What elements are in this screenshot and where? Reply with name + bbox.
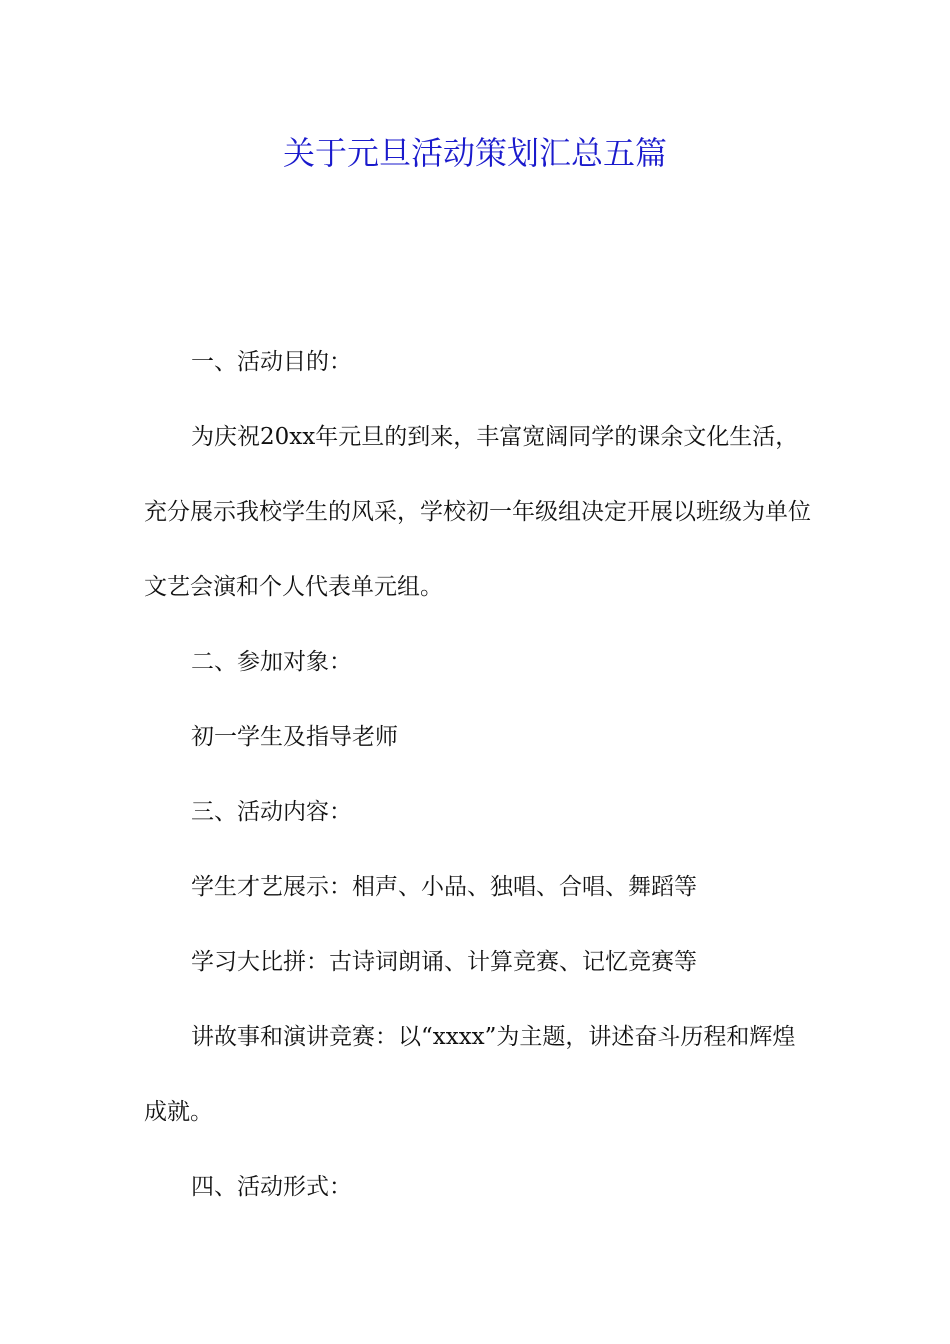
paragraph-purpose: 为庆祝20xx年元旦的到来，丰富宽阔同学的课余文化生活，充分展示我校学生的风采，学校初一年级组决定开展以班级为单位文艺会演和个人代表单元组。: [144, 424, 811, 600]
paragraph-storytelling: 讲故事和演讲竞赛：以“xxxx”为主题，讲述奋斗历程和辉煌成就。: [144, 1024, 796, 1125]
document-body: [144, 325, 812, 1225]
section-heading-participants: 二、参加对象：: [191, 649, 352, 675]
document-title: 关于元旦活动策划汇总五篇: [282, 134, 667, 172]
section-heading-purpose: 一、活动目的：: [191, 349, 352, 375]
paragraph-talent-show: 学生才艺展示：相声、小品、独唱、合唱、舞蹈等: [191, 874, 697, 900]
section-heading-format: 四、活动形式：: [191, 1174, 352, 1200]
paragraph-participants: 初一学生及指导老师: [191, 724, 398, 750]
paragraph-study-contest: 学习大比拼：古诗词朗诵、计算竞赛、记忆竞赛等: [191, 949, 697, 975]
section-heading-content: 三、活动内容：: [191, 799, 352, 825]
